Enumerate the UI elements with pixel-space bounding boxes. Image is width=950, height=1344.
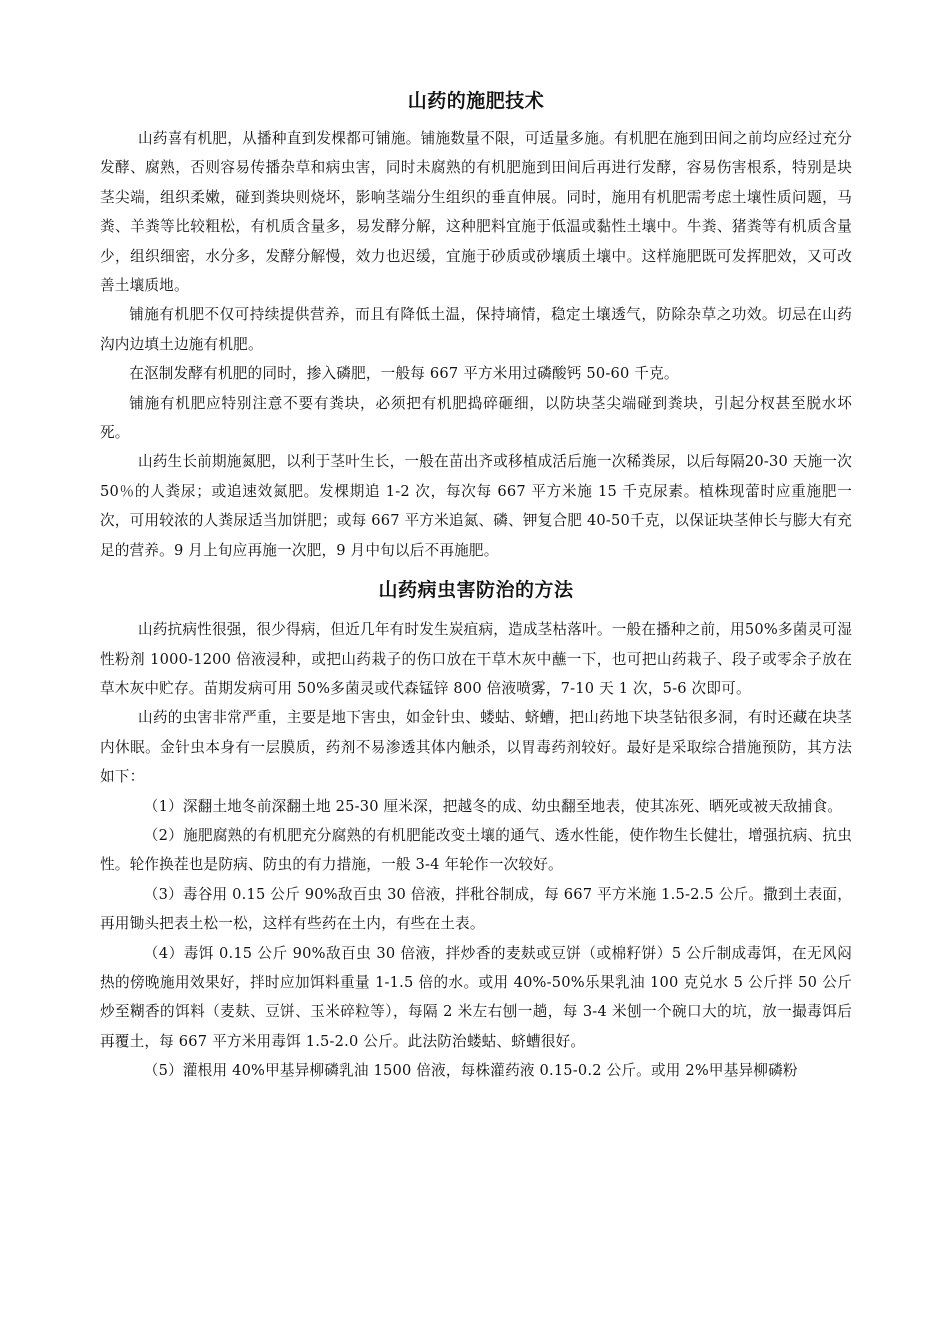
- paragraph: 铺施有机肥应特别注意不要有粪块，必须把有机肥捣碎砸细，以防块茎尖端碰到粪块，引起分杈甚至脱水坏死。: [100, 394, 852, 442]
- paragraph: 山药抗病性很强，很少得病，但近几年有时发生炭疽病，造成茎枯落叶。一般在播种之前，用50%多菌灵可湿性粉剂 1000-1200 倍液浸种，或把山药栽子的伤口放在干草木灰中蘸一下，也可把山药栽子、段子或零余子放在草木灰中贮存。苗期发病可用 50%多菌灵或代森锰锌 800 倍液喷雾，7-10 天 1 次，5-6 次即可。: [100, 621, 852, 697]
- paragraph: 山药的虫害非常严重，主要是地下害虫，如金针虫、蝼蛄、蛴螬，把山药地下块茎钻很多洞，有时还藏在块茎内休眠。金针虫本身有一层膜质，药剂不易渗透其体内触杀，以胃毒药剂较好。最好是采取综合措施预防，其方法如下：: [100, 709, 852, 786]
- paragraph: 山药生长前期施氮肥，以利于茎叶生长，一般在苗出齐或移植成活后施一次稀粪尿，以后每隔20-30 天施一次 50％的人粪尿；或追速效氮肥。发棵期追 1-2 次，每次每 667 平方米施 15 千克尿素。植株现蕾时应重施肥一次，可用较浓的人粪尿适当加饼肥；或每 667 平方米追氮、磷、钾复合肥 40-50千克，以保证块茎伸长与膨大有充足的营养。9 月上旬应再施一次肥，9 月中旬以后不再施肥。: [100, 453, 852, 559]
- paragraph: （2）施肥腐熟的有机肥充分腐熟的有机肥能改变土壤的通气、透水性能，使作物生长健壮，增强抗病、抗虫性。轮作换茬也是防病、防虫的有力措施，一般 3-4 年轮作一次较好。: [100, 826, 852, 874]
- document-page: [100, 86, 852, 1086]
- paragraph: 铺施有机肥不仅可持续提供营养，而且有降低土温，保持墒情，稳定土壤透气，防除杂草之功效。切忌在山药沟内边填土边施有机肥。: [100, 306, 852, 353]
- section-title-pest-control: 山药病虫害防治的方法: [378, 579, 574, 602]
- paragraph: （5）灌根用 40%甲基异柳磷乳油 1500 倍液，每株灌药液 0.15-0.2 公斤。或用 2%甲基异柳磷粉: [143, 1062, 798, 1080]
- paragraph: （3）毒谷用 0.15 公斤 90%敌百虫 30 倍液，拌秕谷制成，每 667 平方米施 1.5-2.5 公斤。撒到土表面，再用锄头把表土松一松，这样有些药在土内，有些在土表。: [100, 885, 852, 933]
- paragraph: 山药喜有机肥，从播种直到发棵都可铺施。铺施数量不限，可适量多施。有机肥在施到田间之前均应经过充分发酵、腐熟，否则容易传播杂草和病虫害，同时未腐熟的有机肥施到田间后再进行发酵，容易伤害根系，特别是块茎尖端，组织柔嫩，碰到粪块则烧坏，影响茎端分生组织的垂直伸展。同时，施用有机肥需考虑土壤性质问题，马粪、羊粪等比较粗松，有机质含量多，易发酵分解，这种肥料宜施于低温或黏性土壤中。牛粪、猪粪等有机质含量少，组织细密，水分多，发酵分解慢，效力也迟缓，宜施于砂质或砂壤质土壤中。这样施肥既可发挥肥效，又可改善土壤质地。: [100, 130, 852, 295]
- paragraph: 在沤制发酵有机肥的同时，掺入磷肥，一般每 667 平方米用过磷酸钙 50-60 千克。: [129, 365, 679, 383]
- section-title-fertilization: 山药的施肥技术: [407, 90, 545, 112]
- paragraph: （1）深翻土地冬前深翻土地 25-30 厘米深，把越冬的成、幼虫翻至地表，使其冻死、晒死或被天敌捕食。: [143, 797, 843, 815]
- paragraph: （4）毒饵 0.15 公斤 90%敌百虫 30 倍液，拌炒香的麦麸或豆饼（或棉籽饼）5 公斤制成毒饵，在无风闷热的傍晚施用效果好，拌时应加饵料重量 1-1.5 倍的水。或用 40%-50%乐果乳油 100 克兑水 5 公斤拌 50 公斤炒至糊香的饵料（麦麸、豆饼、玉米碎粒等），每隔 2 米左右刨一趟，每 3-4 米刨一个碗口大的坑，放一撮毒饵后再覆土，每 667 平方米用毒饵 1.5-2.0 公斤。此法防治蝼蛄、蛴螬很好。: [100, 944, 852, 1050]
